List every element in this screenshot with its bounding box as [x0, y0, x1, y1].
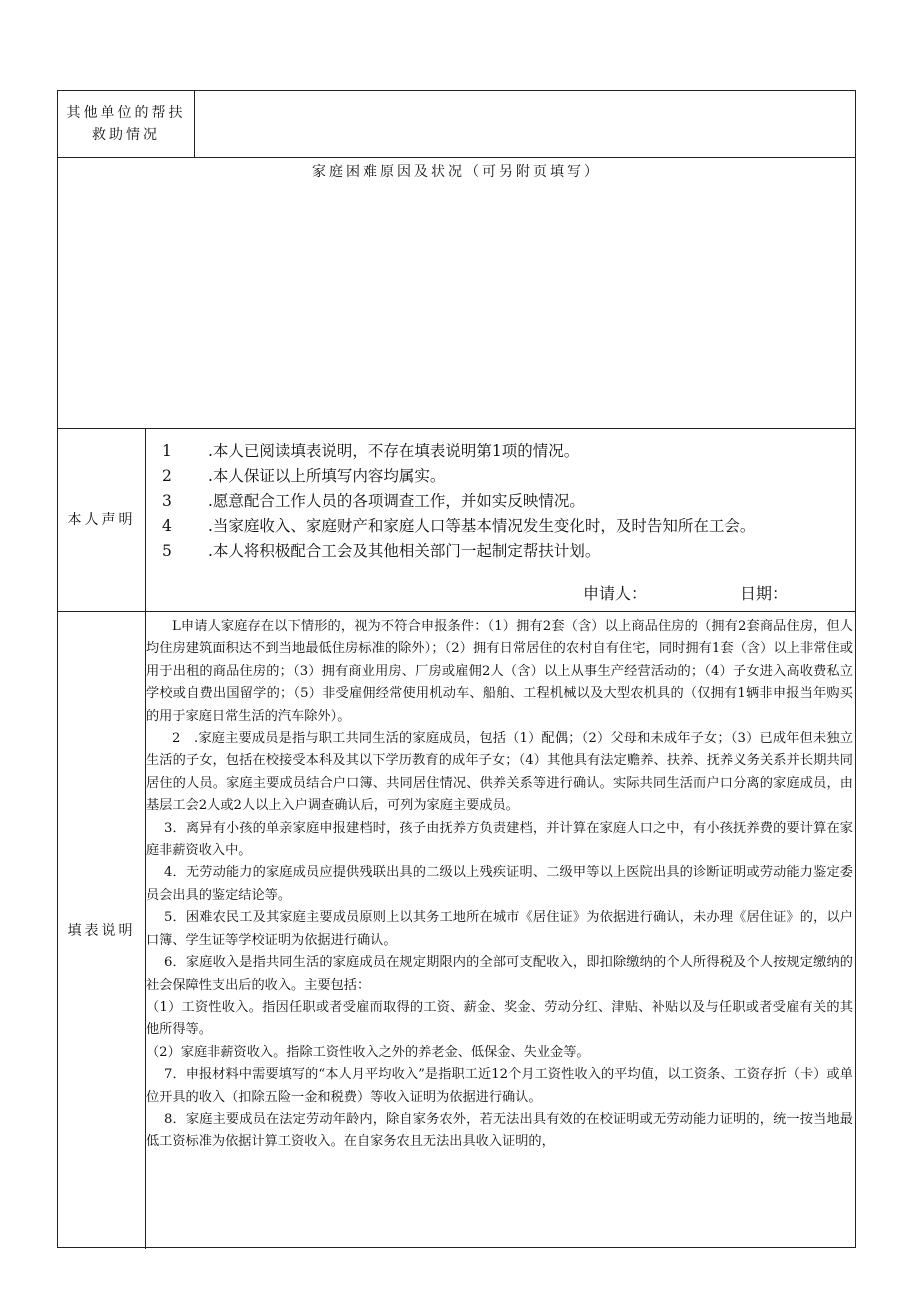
declaration-item: 1 .本人已阅读填表说明，不存在填表说明第1项的情况。	[162, 442, 580, 460]
assistance-label-text: 其他单位的帮扶救助情况	[66, 105, 186, 143]
instructions-label: 填表说明	[67, 922, 136, 939]
application-form-table	[57, 90, 856, 1248]
applicant-signature-label[interactable]: 申请人：	[583, 584, 648, 603]
instruction-paragraph: 2 .家庭主要成员是指与职工共同生活的家庭成员，包括（1）配偶；（2）父母和未成年子女；（3）已成年但未独立生活的子女，包括在校接受本科及其以下学历教育的成年子女；（4）其他具有法定赡养、扶养、抚养义务关系并长期共同居住的人员。家庭主要成员结合户口簿、共同居住情况、供养关系等进行确认。实际共同生活而户口分离的家庭成员，由基层工会2人或2人以上入户调查确认后，可列为家庭主要成员。	[146, 731, 853, 814]
instruction-paragraph: 4．无劳动能力的家庭成员应提供残联出具的二级以上残疾证明、二级甲等以上医院出具的诊断证明或劳动能力鉴定委员会出具的鉴定结论等。	[146, 865, 853, 903]
assistance-row	[58, 91, 855, 158]
instructions-text	[146, 616, 853, 1154]
instruction-paragraph: 5．困难农民工及其家庭主要成员原则上以其务工地所在城市《居住证》为依据进行确认，未办理《居住证》的，以户口簿、学生证等学校证明为依据进行确认。	[146, 910, 853, 948]
declaration-row	[58, 429, 855, 612]
assistance-value-cell[interactable]	[195, 91, 855, 157]
instruction-paragraph: （2）家庭非薪资收入。指除工资性收入之外的养老金、低保金、失业金等。	[146, 1044, 590, 1060]
declaration-item: 2 .本人保证以上所填写内容均属实。	[162, 467, 446, 485]
declaration-item: 4 .当家庭收入、家庭财产和家庭人口等基本情况发生变化时，及时告知所在工会。	[162, 517, 756, 535]
hardship-row	[58, 158, 855, 429]
instruction-paragraph: （1）工资性收入。指因任职或者受雇而取得的工资、薪金、奖金、劳动分红、津贴、补贴以及与任职或者受雇有关的其他所得等。	[146, 999, 853, 1038]
instructions-row	[58, 612, 855, 1249]
date-label[interactable]: 日期：	[740, 584, 789, 603]
column-divider	[145, 429, 146, 611]
assistance-label	[58, 91, 194, 157]
instruction-paragraph: L申请人家庭存在以下情形的，视为不符合申报条件：（1）拥有2套（含）以上商品住房的（拥有2套商品住房，但人均住房建筑面积达不到当地最低住房标准的除外）；（2）拥有日常居住的农村自有住宅，同时拥有1套（含）以上非常住或用于出租的商品住房的；（3）拥有商业用房、厂房或雇佣2人（含）以上从事生产经营活动的；（4）子女进入高收费私立学校或自费出国留学的；（5）非受雇佣经常使用机动车、船舶、工程机械以及大型农机具的（仅拥有1辆非申报当年购买的用于家庭日常生活的汽车除外）。	[146, 619, 853, 724]
hardship-value-cell[interactable]	[58, 184, 855, 428]
declaration-item: 5 .本人将积极配合工会及其他相关部门一起制定帮扶计划。	[162, 542, 601, 560]
instruction-paragraph: 8．家庭主要成员在法定劳动年龄内，除自家务农外，若无法出具有效的在校证明或无劳动能力证明的，统一按当地最低工资标准为依据计算工资收入。在自家务农且无法出具收入证明的，	[146, 1111, 853, 1150]
declaration-label: 本人声明	[67, 512, 136, 528]
declaration-list	[160, 439, 755, 564]
declaration-item: 3 .愿意配合工作人员的各项调查工作，并如实反映情况。	[162, 492, 585, 510]
instruction-paragraph: 7．申报材料中需要填写的“本人月平均收入”是指职工近12个月工资性收入的平均值，以工资条、工资存折（卡）或单位开具的收入（扣除五险一金和税费）等收入证明为依据进行确认。	[146, 1067, 853, 1105]
instruction-paragraph: 3．离异有小孩的单亲家庭申报建档时，孩子由抚养方负责建档，并计算在家庭人口之中，有小孩抚养费的要计算在家庭非薪资收入中。	[146, 820, 853, 859]
instruction-paragraph: 6．家庭收入是指共同生活的家庭成员在规定期限内的全部可支配收入，即扣除缴纳的个人所得税及个人按规定缴纳的社会保障性支出后的收入。主要包括：	[146, 955, 853, 993]
hardship-header: 家庭困难原因及状况（可另附页填写）	[312, 164, 601, 180]
